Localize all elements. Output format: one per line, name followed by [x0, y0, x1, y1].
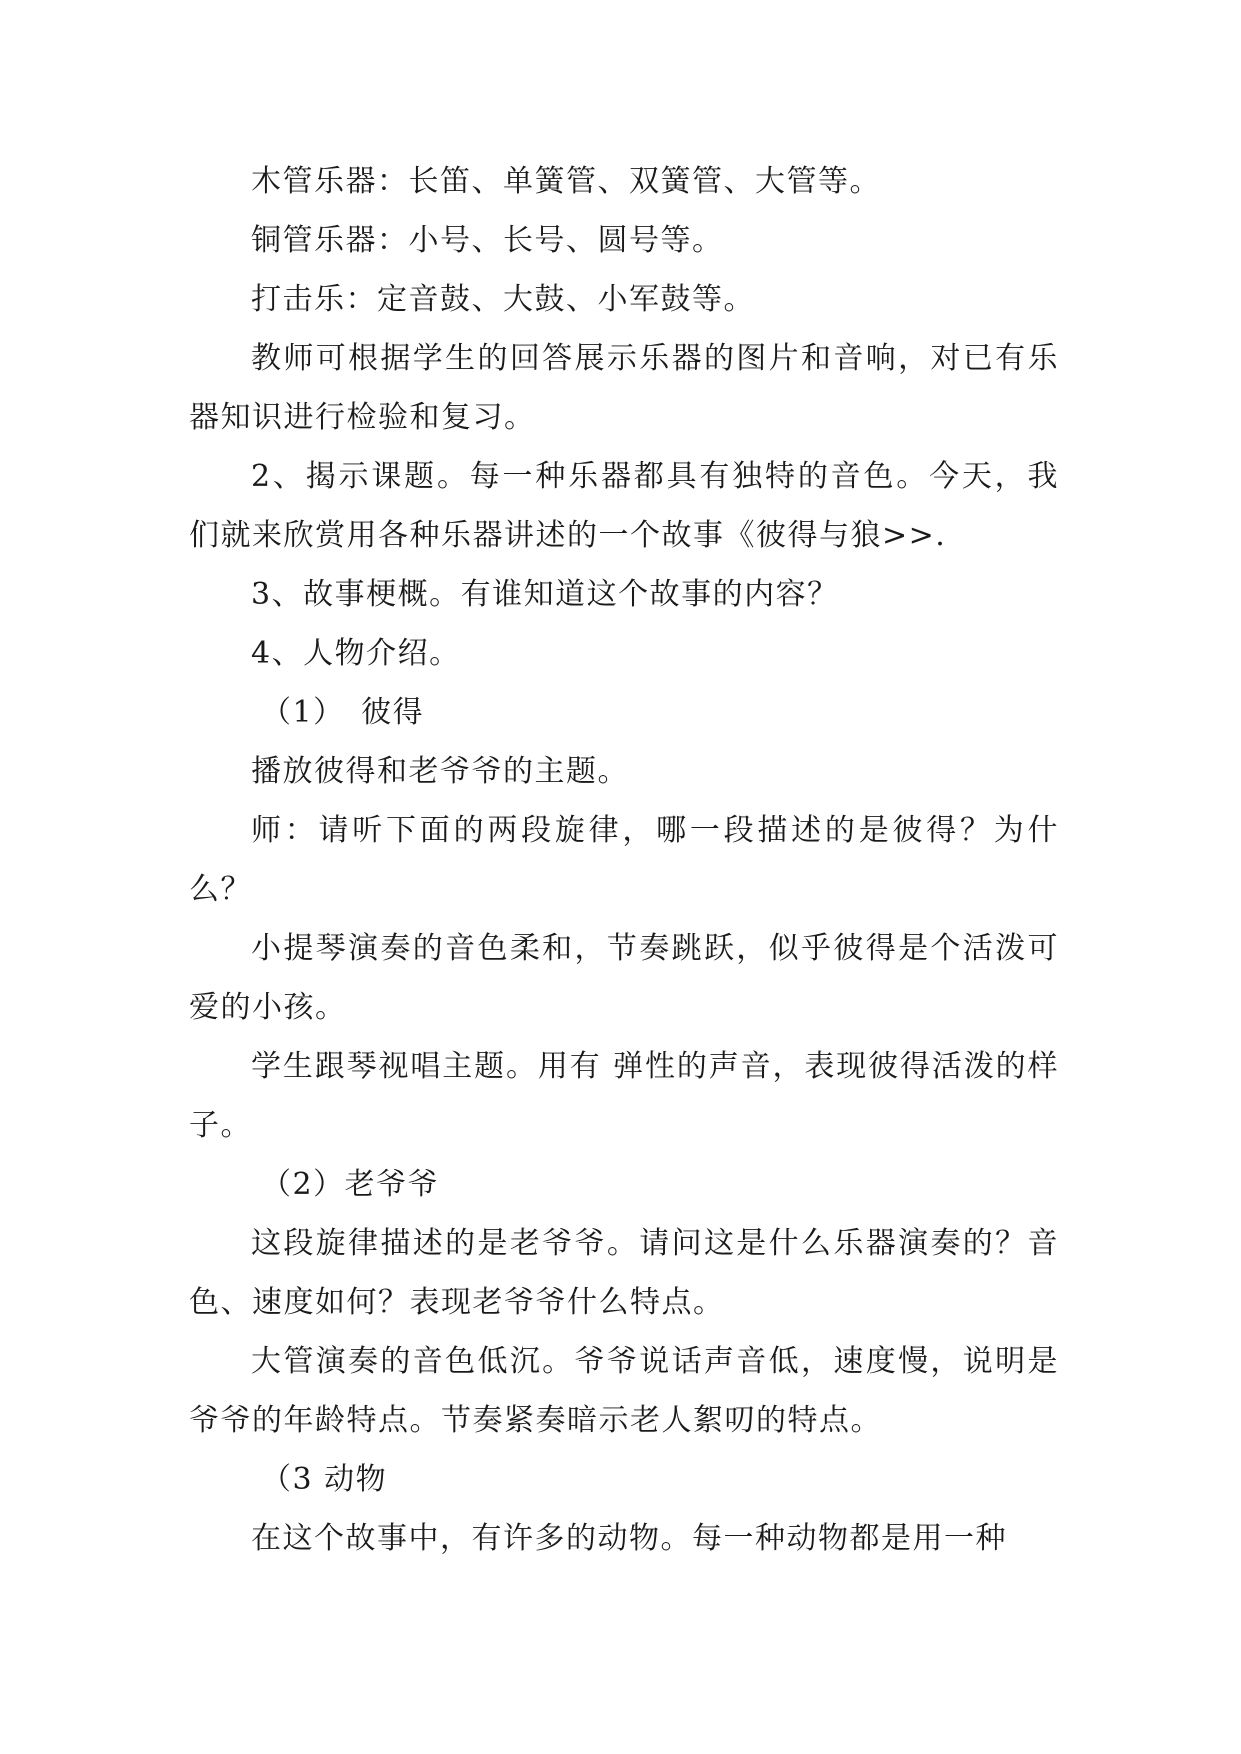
paragraph-sing-theme: 学生跟琴视唱主题。用有 弹性的声音，表现彼得活泼的样子。: [189, 1049, 1059, 1143]
paragraph-brass: 铜管乐器：小号、长号、圆号等。: [251, 223, 724, 258]
paragraph-violin: 小提琴演奏的音色柔和，节奏跳跃，似乎彼得是个活泼可爱的小孩。: [189, 931, 1059, 1025]
paragraph-reveal-topic: 2、揭示课题。每一种乐器都具有独特的音色。今天，我们就来欣赏用各种乐器讲述的一个故事《彼得与狼>>.: [189, 459, 1059, 553]
heading-peter: （1） 彼得: [261, 695, 425, 730]
paragraph-story-outline: 3、故事梗概。有谁知道这个故事的内容？: [251, 577, 839, 612]
paragraph-teacher-note: 教师可根据学生的回答展示乐器的图片和音响，对已有乐器知识进行检验和复习。: [189, 341, 1059, 435]
heading-animals: （3 动物: [261, 1462, 388, 1497]
paragraph-grandfather-question: 这段旋律描述的是老爷爷。请问这是什么乐器演奏的？音色、速度如何？表现老爷爷什么特点。: [189, 1226, 1059, 1320]
paragraph-percussion: 打击乐：定音鼓、大鼓、小军鼓等。: [251, 282, 755, 317]
paragraph-character-intro: 4、人物介绍。: [251, 636, 461, 671]
paragraph-woodwind: 木管乐器：长笛、单簧管、双簧管、大管等。: [251, 164, 881, 199]
paragraph-teacher-question: 师：请听下面的两段旋律，哪一段描述的是彼得？为什么？: [189, 813, 1059, 907]
document-body: [189, 152, 1059, 1568]
paragraph-play-themes: 播放彼得和老爷爷的主题。: [251, 754, 629, 789]
paragraph-animals: 在这个故事中，有许多的动物。每一种动物都是用一种: [251, 1521, 1007, 1556]
heading-grandfather: （2）老爷爷: [261, 1167, 440, 1202]
paragraph-bassoon: 大管演奏的音色低沉。爷爷说话声音低，速度慢，说明是爷爷的年龄特点。节奏紧奏暗示老人絮叨的特点。: [189, 1344, 1059, 1438]
